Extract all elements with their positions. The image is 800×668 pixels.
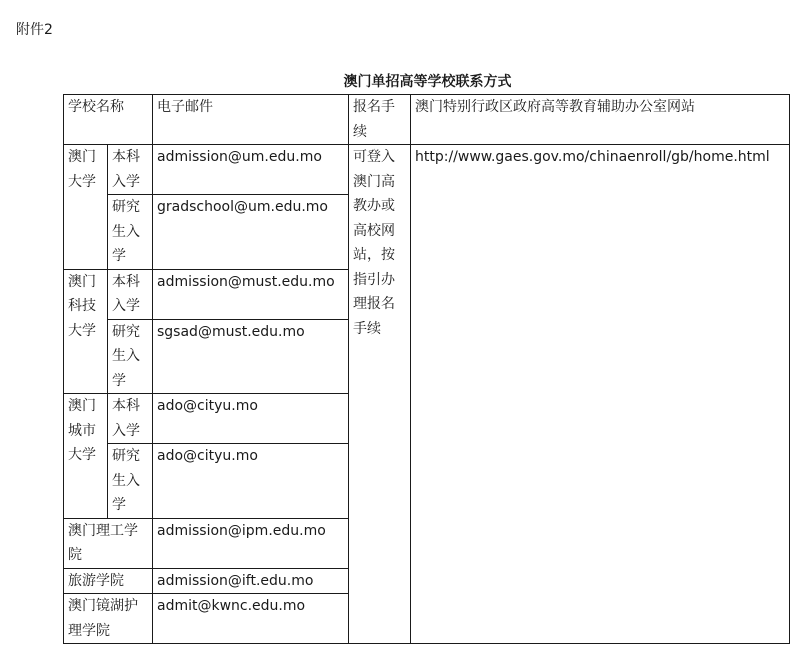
header-website: 澳门特别行政区政府高等教育辅助办公室网站 (411, 95, 790, 145)
admission-level: 本科入学 (108, 145, 153, 195)
email-cell: gradschool@um.edu.mo (153, 195, 349, 270)
email-cell: admission@must.edu.mo (153, 269, 349, 319)
header-school-name: 学校名称 (64, 95, 153, 145)
school-name: 澳门大学 (64, 145, 108, 270)
school-name: 澳门镜湖护理学院 (64, 594, 153, 644)
admission-level: 本科入学 (108, 269, 153, 319)
admission-level: 本科入学 (108, 394, 153, 444)
email-cell: ado@cityu.mo (153, 394, 349, 444)
attachment-label: 附件2 (16, 22, 53, 38)
email-cell: admission@um.edu.mo (153, 145, 349, 195)
header-row (64, 95, 790, 145)
email-cell: admit@kwnc.edu.mo (153, 594, 349, 644)
school-name: 澳门科技大学 (64, 269, 108, 394)
school-name: 澳门理工学院 (64, 518, 153, 568)
header-email: 电子邮件 (153, 95, 349, 145)
document-title: 澳门单招高等学校联系方式 (343, 74, 512, 90)
school-name: 澳门城市大学 (64, 394, 108, 519)
email-cell: admission@ift.edu.mo (153, 568, 349, 594)
admission-level: 研究生入学 (108, 319, 153, 394)
email-cell: admission@ipm.edu.mo (153, 518, 349, 568)
website-url: http://www.gaes.gov.mo/chinaenroll/gb/home.html (411, 145, 790, 644)
procedure-cell: 可登入澳门高教办或高校网站，按指引办理报名手续 (349, 145, 411, 644)
email-cell: ado@cityu.mo (153, 444, 349, 519)
admission-level: 研究生入学 (108, 444, 153, 519)
header-procedure: 报名手续 (349, 95, 411, 145)
admission-level: 研究生入学 (108, 195, 153, 270)
table-row (64, 145, 790, 195)
email-cell: sgsad@must.edu.mo (153, 319, 349, 394)
contacts-table (63, 94, 790, 644)
school-name: 旅游学院 (64, 568, 153, 594)
